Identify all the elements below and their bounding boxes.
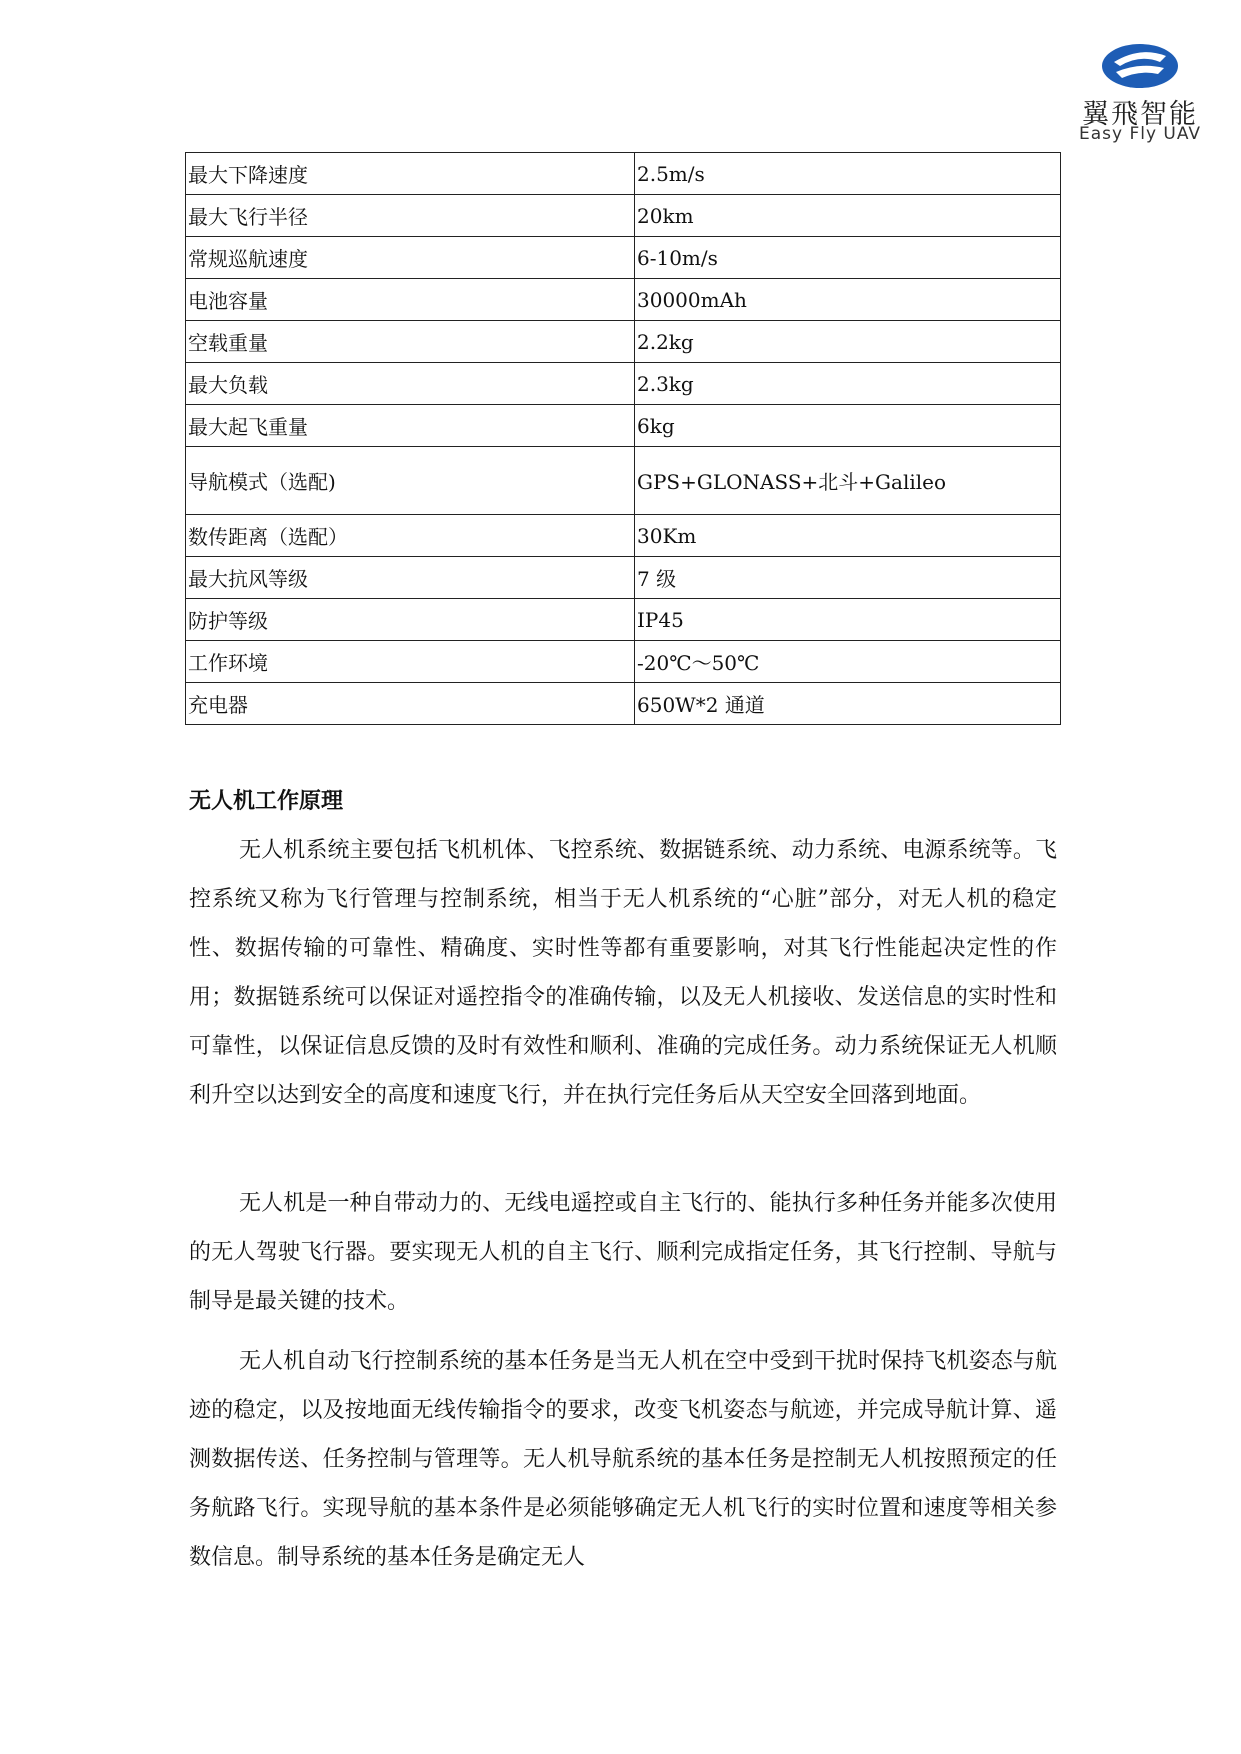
spec-label: 防护等级 bbox=[186, 599, 635, 641]
spec-value: -20℃～50℃ bbox=[635, 641, 1061, 683]
spec-label: 空载重量 bbox=[186, 321, 635, 363]
spec-label: 最大下降速度 bbox=[186, 153, 635, 195]
spec-value: 30Km bbox=[635, 515, 1061, 557]
spec-value: 6-10m/s bbox=[635, 237, 1061, 279]
table-row bbox=[186, 279, 1061, 321]
table-row bbox=[186, 599, 1061, 641]
table-row bbox=[186, 515, 1061, 557]
spec-label: 数传距离（选配） bbox=[186, 515, 635, 557]
spec-label: 电池容量 bbox=[186, 279, 635, 321]
table-row bbox=[186, 363, 1061, 405]
spec-label: 最大飞行半径 bbox=[186, 195, 635, 237]
body-paragraph: 无人机自动飞行控制系统的基本任务是当无人机在空中受到干扰时保持飞机姿态与航迹的稳定，以及按地面无线传输指令的要求，改变飞机姿态与航迹，并完成导航计算、遥测数据传送、任务控制与管理等。无人机导航系统的基本任务是控制无人机按照预定的任务航路飞行。实现导航的基本条件是必须能够确定无人机飞行的实时位置和速度等相关参数信息。制导系统的基本任务是确定无人 bbox=[189, 1349, 1057, 1570]
spec-value: 20km bbox=[635, 195, 1061, 237]
spec-value: GPS+GLONASS+北斗+Galileo bbox=[635, 447, 1061, 515]
spec-value: 6kg bbox=[635, 405, 1061, 447]
body-paragraph: 无人机系统主要包括飞机机体、飞控系统、数据链系统、动力系统、电源系统等。飞控系统又称为飞行管理与控制系统，相当于无人机系统的“心脏”部分，对无人机的稳定性、数据传输的可靠性、精确度、实时性等都有重要影响，对其飞行性能起决定性的作用；数据链系统可以保证对遥控指令的准确传输，以及无人机接收、发送信息的实时性和可靠性，以保证信息反馈的及时有效性和顺利、准确的完成任务。动力系统保证无人机顺利升空以达到安全的高度和速度飞行，并在执行完任务后从天空安全回落到地面。 bbox=[189, 838, 1057, 1108]
spec-label: 最大抗风等级 bbox=[186, 557, 635, 599]
spec-label: 最大起飞重量 bbox=[186, 405, 635, 447]
table-row bbox=[186, 683, 1061, 725]
company-logo bbox=[1070, 42, 1210, 146]
spec-value: IP45 bbox=[635, 599, 1061, 641]
logo-chinese-name: 翼飛智能 bbox=[1082, 99, 1198, 130]
spec-label: 常规巡航速度 bbox=[186, 237, 635, 279]
table-row bbox=[186, 447, 1061, 515]
spec-value: 7 级 bbox=[635, 557, 1061, 599]
spec-label: 最大负载 bbox=[186, 363, 635, 405]
spec-value: 2.2kg bbox=[635, 321, 1061, 363]
spec-table bbox=[185, 152, 1061, 725]
body-paragraph: 无人机是一种自带动力的、无线电遥控或自主飞行的、能执行多种任务并能多次使用的无人驾驶飞行器。要实现无人机的自主飞行、顺利完成指定任务，其飞行控制、导航与制导是最关键的技术。 bbox=[189, 1191, 1057, 1314]
table-row bbox=[186, 153, 1061, 195]
spec-label: 导航模式（选配) bbox=[186, 447, 635, 515]
logo-emblem-icon bbox=[1100, 42, 1180, 90]
spec-label: 充电器 bbox=[186, 683, 635, 725]
table-row bbox=[186, 405, 1061, 447]
table-row bbox=[186, 195, 1061, 237]
table-row bbox=[186, 557, 1061, 599]
spec-label: 工作环境 bbox=[186, 641, 635, 683]
spec-value: 650W*2 通道 bbox=[635, 683, 1061, 725]
spec-value: 2.3kg bbox=[635, 363, 1061, 405]
spec-value: 2.5m/s bbox=[635, 153, 1061, 195]
logo-english-name: Easy Fly UAV bbox=[1078, 124, 1202, 144]
section-heading: 无人机工作原理 bbox=[189, 789, 344, 814]
spec-value: 30000mAh bbox=[635, 279, 1061, 321]
table-row bbox=[186, 237, 1061, 279]
table-row bbox=[186, 321, 1061, 363]
table-row bbox=[186, 641, 1061, 683]
